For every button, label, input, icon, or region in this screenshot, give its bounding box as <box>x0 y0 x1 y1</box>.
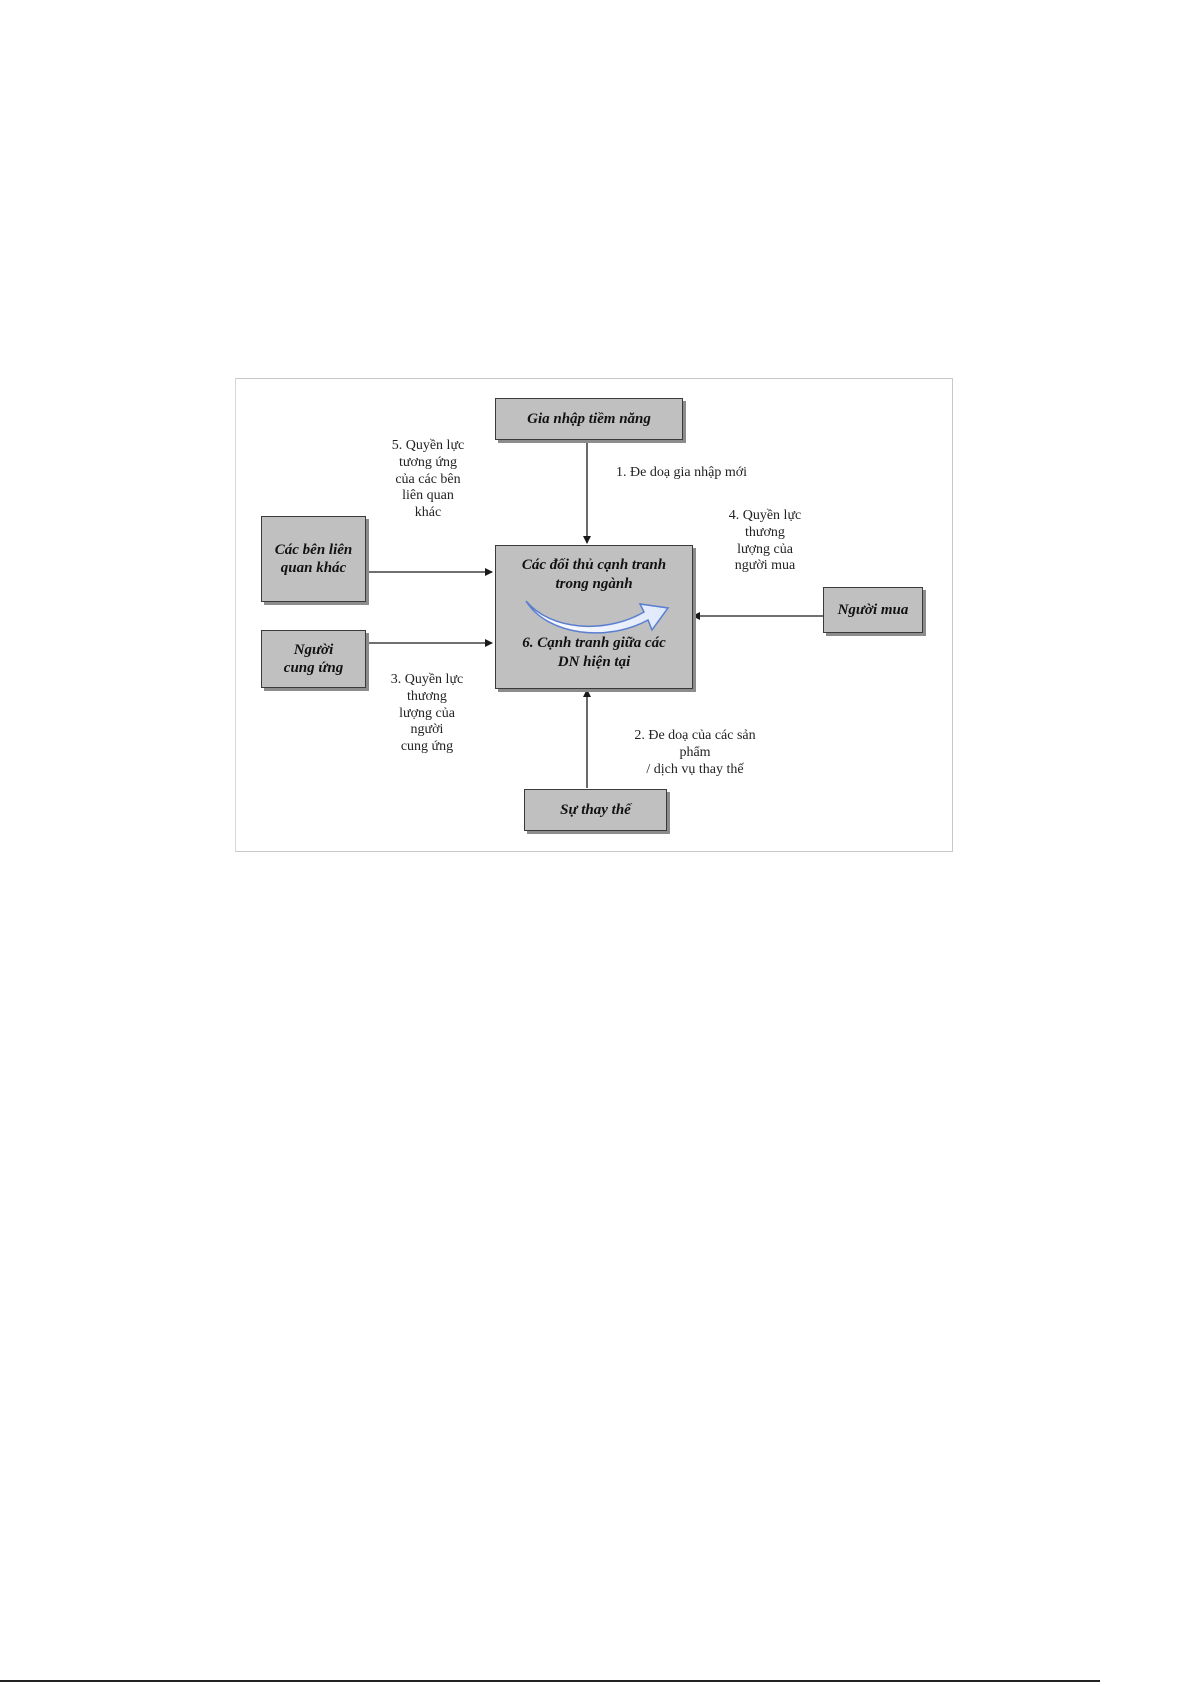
box-substitutes-label: Sự thay thế <box>560 802 631 818</box>
force-label-substitutes: 2. Đe doạ của các sản phẩm / dịch vụ thay thế <box>634 728 756 777</box>
box-buyers-label: Người mua <box>837 602 909 618</box>
box-substitutes <box>524 789 667 831</box>
force-label-buyer-power: 4. Quyền lực thương lượng của người mua <box>728 508 802 574</box>
industry-competitors-title: Các đối thủ cạnh tranh trong ngành <box>521 557 667 592</box>
industry-rivalry-label: 6. Cạnh tranh giữa các DN hiện tại <box>522 635 666 670</box>
page-bottom-rule <box>0 1680 1100 1682</box>
force-label-new-entrants: 1. Đe doạ gia nhập mới <box>616 465 748 480</box>
box-other-stakeholders <box>261 516 366 602</box>
box-buyers <box>823 587 923 633</box>
box-potential-entrants-label: Gia nhập tiềm năng <box>527 411 651 427</box>
force-label-stakeholder-power: 5. Quyền lực tương ứng của các bên liên quan khác <box>391 438 465 521</box>
force-label-supplier-power: 3. Quyền lực thương lượng của người cung ứng <box>390 672 464 755</box>
box-suppliers-label: Người cung ứng <box>283 642 344 676</box>
box-industry-competitors <box>495 545 693 689</box>
box-suppliers <box>261 630 366 688</box>
box-other-stakeholders-label: Các bên liên quan khác <box>274 542 353 576</box>
box-potential-entrants <box>495 398 683 440</box>
